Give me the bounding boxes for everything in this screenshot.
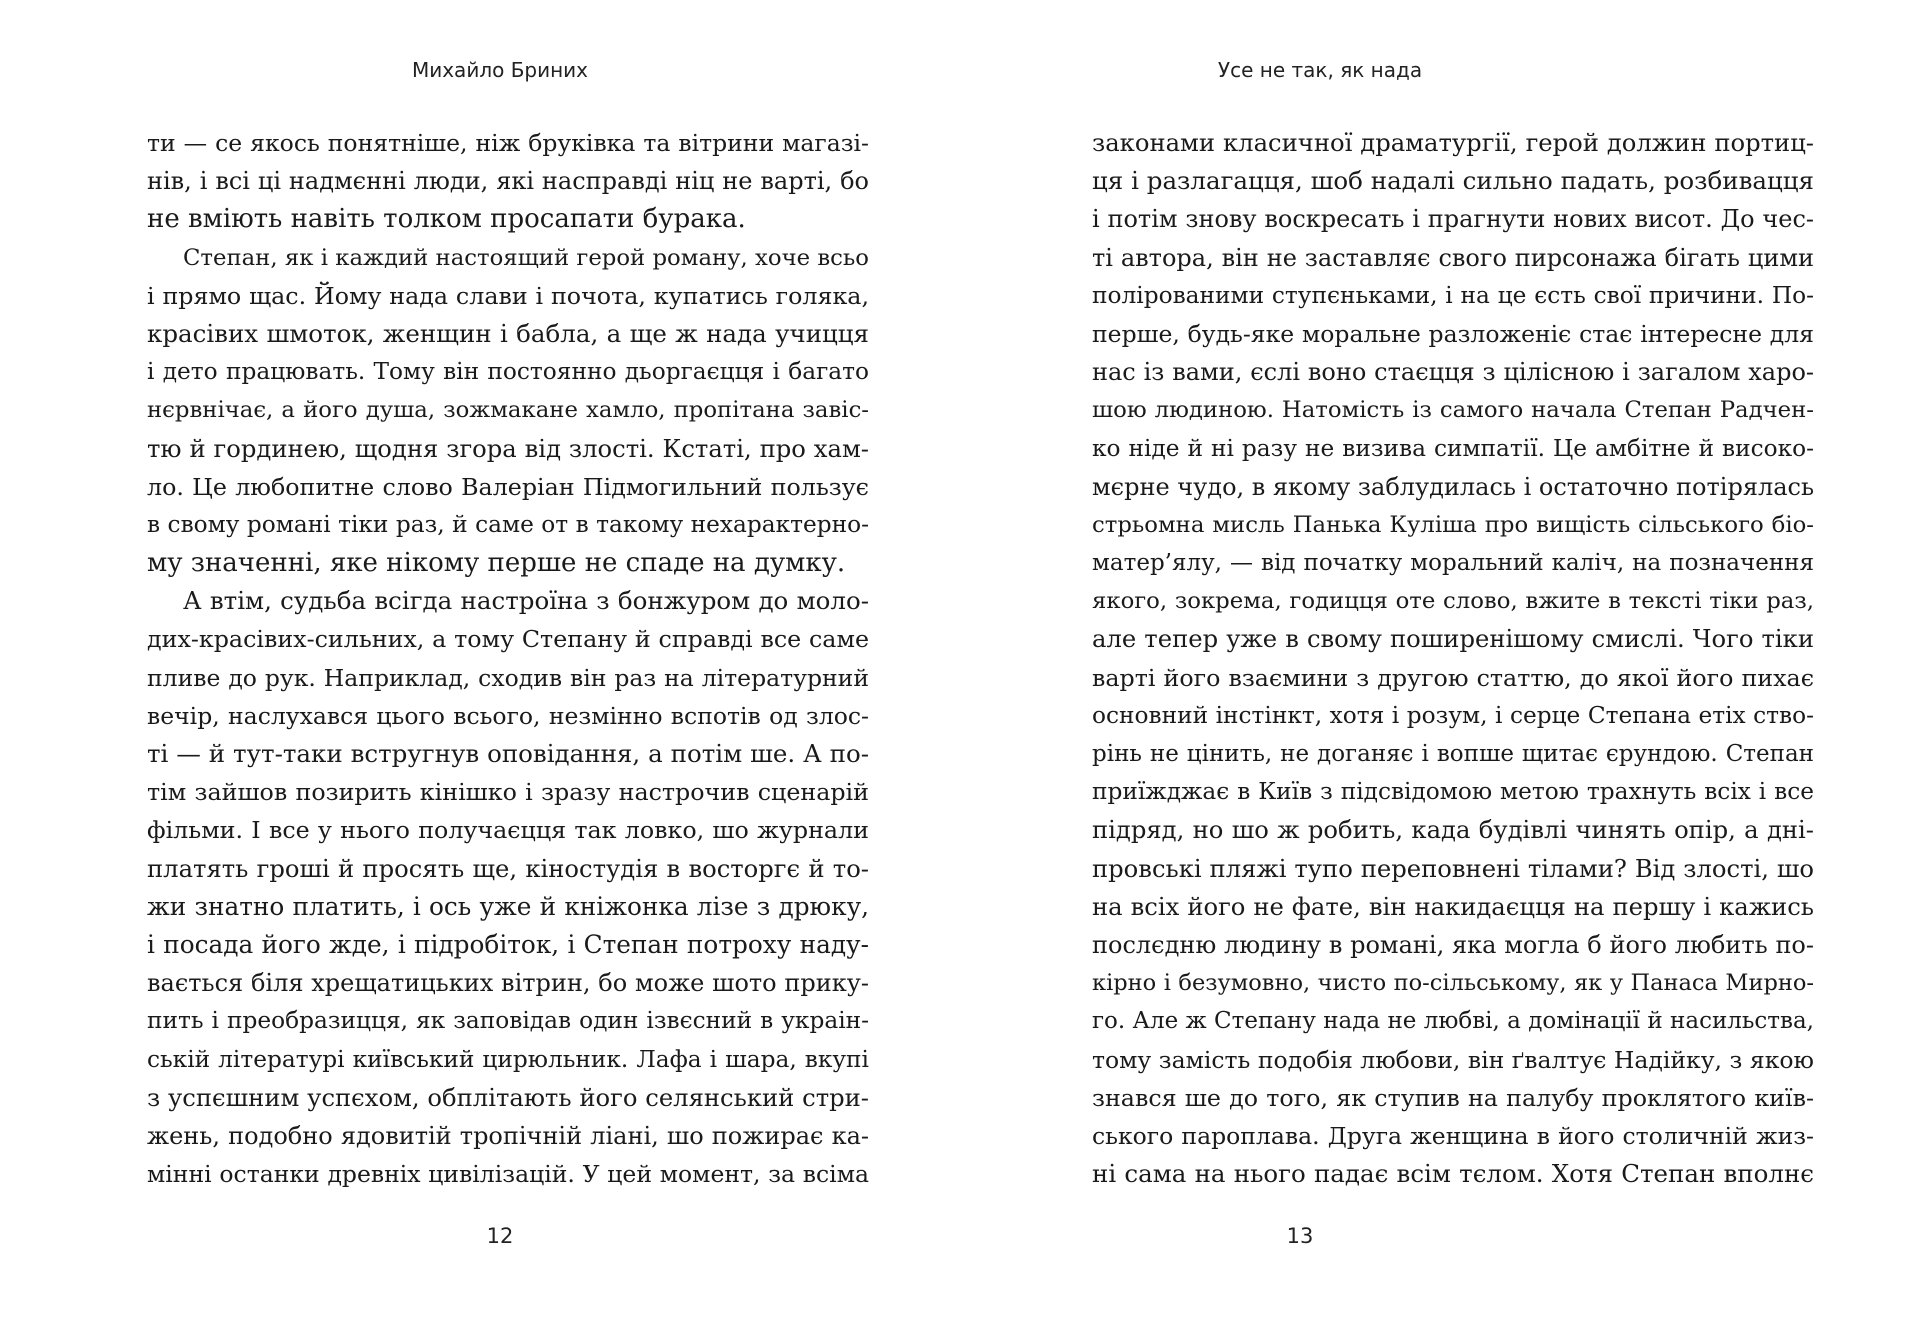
text-line: Степан, як і каждий настоящий герой роману, хоче всьо	[183, 244, 869, 271]
text-line: основний інстінкт, хотя і розум, і серце Степана етіх ство-	[1092, 701, 1814, 729]
text-line: мєрне чудо, в якому заблудилась і остаточно потірялась	[1092, 472, 1814, 501]
text-line: вається біля хрещатицьких вітрин, бо може шото прику-	[147, 969, 869, 998]
text-line: приїжджає в Київ з підсвідомою метою трахнуть всіх і все	[1092, 778, 1814, 806]
text-line: і прямо щас. Йому нада слави і почота, купатись голяка,	[147, 281, 869, 310]
text-line: але тепер уже в свому поширенішому смислі. Чого тіки	[1092, 624, 1814, 654]
text-line: нас із вами, єслі воно стаєцця з цілісною і загалом харо-	[1092, 358, 1814, 387]
right-text-block	[1092, 124, 1814, 1193]
text-line: ті — й тут-таки встругнув оповідання, а потім ше. А по-	[147, 739, 869, 768]
text-line: красівих шмоток, женщин і бабла, а ще ж нада учицця	[147, 318, 869, 348]
text-line: ні сама на нього падає всім тєлом. Хотя Степан вполнє	[1092, 1159, 1814, 1189]
text-line: платять гроші й просять ще, кіностудія в восторгє й то-	[147, 853, 869, 883]
text-line: нів, і всі ці надмєнні люди, які насправді ніц не варті, бо	[147, 167, 869, 196]
text-line: нєрвнічає, а його душа, зожмакане хамло, пропітана завіс-	[147, 397, 869, 424]
text-line: матер’ялу, — від початку моральний каліч, на позначення	[1092, 550, 1814, 577]
text-line: мінні останки древніх цивілізацій. У цей момент, за всіма	[147, 1160, 869, 1189]
text-line: шою людиною. Натомість із самого начала Степан Радчен-	[1092, 397, 1814, 424]
text-line: ській літературі київський цирюльник. Лафа і шара, вкупі	[147, 1045, 869, 1073]
text-line: послєдню людину в романі, яка могла б його любить по-	[1092, 930, 1814, 959]
text-line: знався ше до того, як ступив на палубу проклятого київ-	[1092, 1083, 1814, 1112]
text-line: варті його взаємини з другою статтю, до якої його пихає	[1092, 663, 1814, 692]
text-line: перше, будь-яке моральне разложеніє стає інтересне для	[1092, 319, 1814, 348]
running-head-author: Михайло Бриних	[411, 58, 589, 82]
text-line: тю й гординею, щодня згора від злості. Кстаті, про хам-	[147, 433, 869, 463]
text-line: му значенні, яке нікому перше не спаде на думку.	[147, 548, 846, 579]
text-line: тім зайшов позирить кінішко і зразу настрочив сценарій	[147, 778, 869, 807]
text-line: кірно і безумовно, чисто по-сільському, як у Панаса Мирно-	[1092, 970, 1814, 997]
text-line: рінь не цінить, не доганяє і вопше щитає єрундою. Степан	[1092, 741, 1814, 767]
text-line: якого, зокрема, годицця оте слово, вжите в тексті тіки раз,	[1092, 588, 1814, 615]
text-line: дих-красівих-сильних, а тому Степану й справді все саме	[147, 625, 869, 654]
text-line: з успєшним успєхом, обплітають його селянський стри-	[147, 1082, 869, 1112]
text-line: провські пляжі тупо переповнені тілами? Від злості, шо	[1092, 853, 1814, 883]
text-line: пить і преобразицця, як заповідав один ізвєсний в украін-	[147, 1007, 869, 1035]
text-line: в свому романі тіки раз, й саме от в такому нехарактерно-	[147, 510, 869, 538]
text-line: го. Але ж Степану нада не любві, а домінації й насильства,	[1092, 1008, 1814, 1035]
text-line: А втім, судьба всігда настроїна з бонжуром до моло-	[183, 586, 869, 616]
text-line: не вміють навіть толком просапати бурака.	[147, 204, 746, 235]
text-line: і посада його жде, і підробіток, і Степан потроху наду-	[147, 929, 869, 959]
text-line: стрьомна мисль Панька Куліша про вищість сільського біо-	[1092, 511, 1814, 538]
text-line: ського пароплава. Друга женщина в його столичній жиз-	[1092, 1121, 1814, 1150]
text-line: і дето працювать. Тому він постоянно дьоргаєцця і багато	[147, 358, 869, 386]
text-line: пливе до рук. Наприклад, сходив він раз на літературний	[147, 663, 869, 692]
text-line: ло. Це любопитне слово Валеріан Підмогильний пользує	[147, 472, 869, 501]
text-line: ко ніде й ні разу не визива симпатії. Це амбітне й високо-	[1092, 434, 1814, 462]
text-line: полірованими ступєньками, і на це єсть свої причини. По-	[1092, 281, 1814, 309]
text-line: на всіх його не фате, він накидаєцця на першу і кажись	[1092, 891, 1814, 921]
text-line: фільми. І все у нього получаєцця так ловко, шо журнали	[147, 816, 869, 845]
text-line: ти — се якось понятніше, ніж бруківка та вітрини магазі-	[147, 129, 869, 157]
text-line: ті автора, він не заставляє свого пирсонажа бігать цими	[1092, 243, 1814, 272]
running-head-title: Усе не так, як нада	[1217, 58, 1423, 82]
text-line: жень, подобно ядовитій тропічній ліані, шо пожирає ка-	[147, 1121, 869, 1150]
text-line: вечір, наслухався цього всього, незмінно вспотів од злос-	[147, 701, 869, 730]
page-number: 12	[486, 1224, 514, 1248]
text-line: законами класичної драматургії, герой должин портиц-	[1092, 128, 1814, 157]
left-text-block	[147, 124, 869, 1193]
text-line: підряд, но шо ж робить, када будівлі чинять опір, а дні-	[1092, 815, 1814, 845]
page-number: 13	[1286, 1224, 1314, 1248]
text-line: ця і разлагацця, шоб надалі сильно падать, розбивацця	[1092, 166, 1814, 196]
text-line: тому замість подобія любови, він ґвалтує Надійку, з якою	[1092, 1045, 1814, 1074]
text-line: і потім знову воскресать і прагнути нових висот. До чес-	[1092, 205, 1814, 234]
right-page	[960, 0, 1920, 1324]
text-line: жи знатно платить, і ось уже й кніжонка лізе з дрюку,	[147, 891, 869, 921]
